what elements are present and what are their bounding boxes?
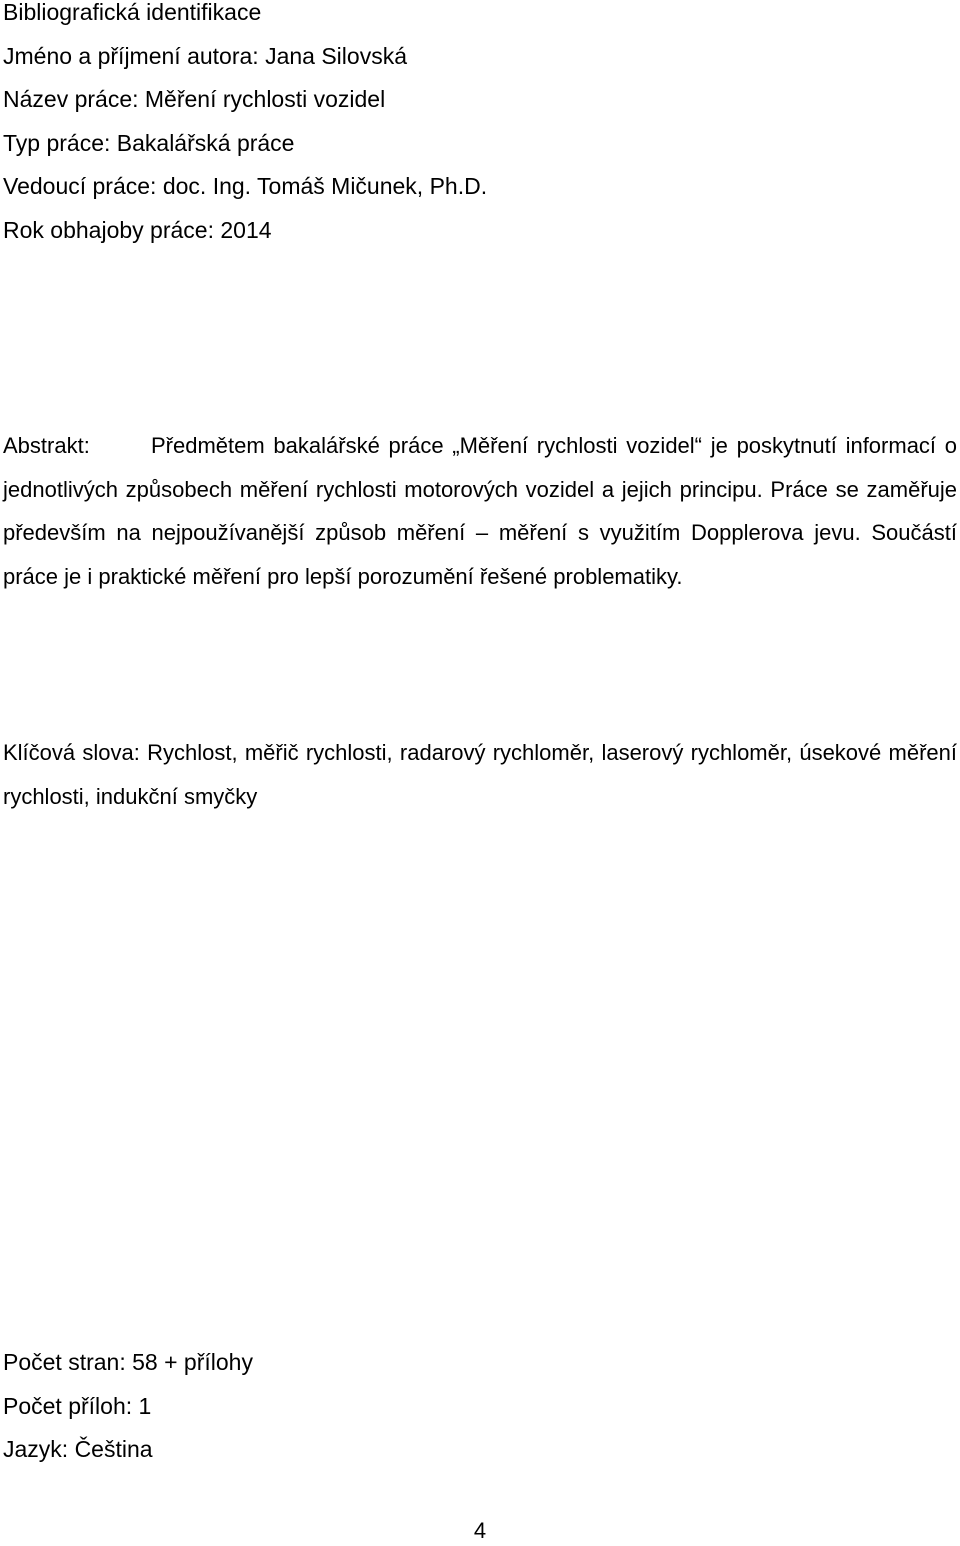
bibliographic-identification <box>3 0 953 253</box>
defense-year-line: Rok obhajoby práce: 2014 <box>3 216 272 243</box>
author-line: Jméno a příjmení autora: Jana Silovská <box>3 42 407 69</box>
page-number <box>0 1516 960 1546</box>
abstract-label: Abstrakt: <box>3 433 90 458</box>
thesis-type-line: Typ práce: Bakalářská práce <box>3 129 295 156</box>
supervisor-line: Vedoucí práce: doc. Ing. Tomáš Mičunek, Ph.D. <box>3 173 488 200</box>
page-count-line: Počet stran: 58 + přílohy <box>3 1349 253 1375</box>
identification-heading: Bibliografická identifikace <box>3 0 262 25</box>
language-line: Jazyk: Čeština <box>3 1436 153 1463</box>
abstract-text: Předmětem bakalářské práce „Měření rychlosti vozidel“ je poskytnutí informací o jednotlivých způsobech měření rychlosti motorových vozidel a jejich principu. Práce se zaměřuje především na nejpoužívanější způsob měření – měření s využitím Dopplerova jevu. Součástí práce je i praktické měření pro lepší porozumění řešené problematiky. <box>3 433 957 589</box>
attachment-count-line: Počet příloh: 1 <box>3 1392 152 1419</box>
page-number-text: 4 <box>473 1518 487 1543</box>
document-stats <box>3 1341 603 1472</box>
abstract-paragraph <box>3 424 957 598</box>
thesis-title-line: Název práce: Měření rychlosti vozidel <box>3 86 386 113</box>
keywords-paragraph: Klíčová slova: Rychlost, měřič rychlosti, radarový rychloměr, laserový rychloměr, úsekové měření rychlosti, indukční smyčky <box>3 740 957 809</box>
